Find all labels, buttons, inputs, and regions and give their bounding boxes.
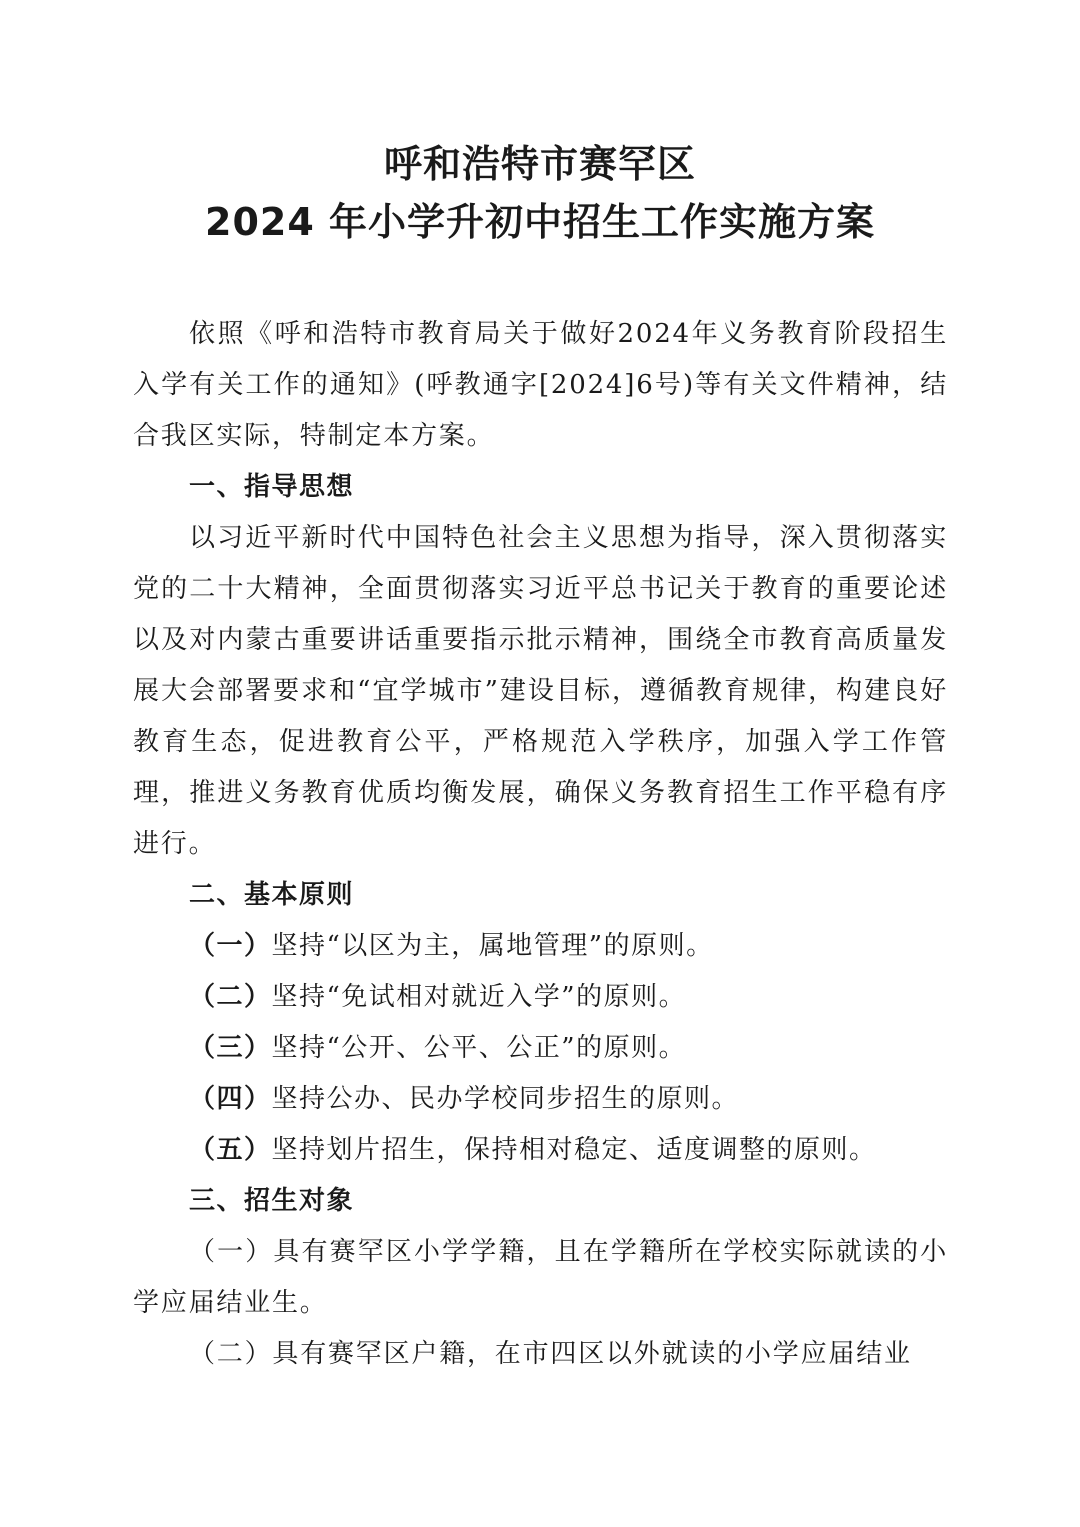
principle-number: （三） xyxy=(189,1033,272,1063)
document-title-line2: 2024 年小学升初中招生工作实施方案 xyxy=(205,200,875,244)
enrollment-target-item-1: （一）具有赛罕区小学学籍，且在学籍所在学校实际就读的小学应届结业生。 xyxy=(133,1237,948,1318)
principle-text: 坚持公办、民办学校同步招生的原则。 xyxy=(271,1084,740,1114)
principle-item xyxy=(133,1074,948,1125)
principle-item xyxy=(133,972,948,1023)
section-heading-basic-principles: 二、基本原则 xyxy=(189,880,355,910)
principle-item xyxy=(133,921,948,972)
principle-text: 坚持“免试相对就近入学”的原则。 xyxy=(271,982,687,1012)
document-title-line1: 呼和浩特市赛罕区 xyxy=(383,142,696,186)
principle-text: 坚持划片招生，保持相对稳定、适度调整的原则。 xyxy=(271,1135,877,1165)
intro-paragraph: 依照《呼和浩特市教育局关于做好2024年义务教育阶段招生入学有关工作的通知》(呼教通字[2024]6号)等有关文件精神，结合我区实际，特制定本方案。 xyxy=(133,319,948,451)
guiding-ideology-paragraph: 以习近平新时代中国特色社会主义思想为指导，深入贯彻落实党的二十大精神，全面贯彻落实习近平总书记关于教育的重要论述以及对内蒙古重要讲话重要指示批示精神，围绕全市教育高质量发展大会部署要求和“宜学城市”建设目标，遵循教育规律，构建良好教育生态，促进教育公平，严格规范入学秩序，加强入学工作管理，推进义务教育优质均衡发展，确保义务教育招生工作平稳有序进行。 xyxy=(133,523,948,859)
section-heading-guiding-ideology: 一、指导思想 xyxy=(189,472,355,502)
principle-number: （二） xyxy=(189,982,272,1012)
principle-item xyxy=(133,1023,948,1074)
principle-item xyxy=(133,1125,948,1176)
principle-number: （四） xyxy=(189,1084,272,1114)
enrollment-target-item-2: （二）具有赛罕区户籍，在市四区以外就读的小学应届结业 xyxy=(189,1339,912,1369)
principle-number: （一） xyxy=(189,931,272,961)
section-heading-enrollment-targets: 三、招生对象 xyxy=(189,1186,355,1216)
principle-text: 坚持“以区为主，属地管理”的原则。 xyxy=(271,931,714,961)
document-body xyxy=(133,309,948,1380)
principle-number: （五） xyxy=(189,1135,272,1165)
principle-text: 坚持“公开、公平、公正”的原则。 xyxy=(271,1033,687,1063)
